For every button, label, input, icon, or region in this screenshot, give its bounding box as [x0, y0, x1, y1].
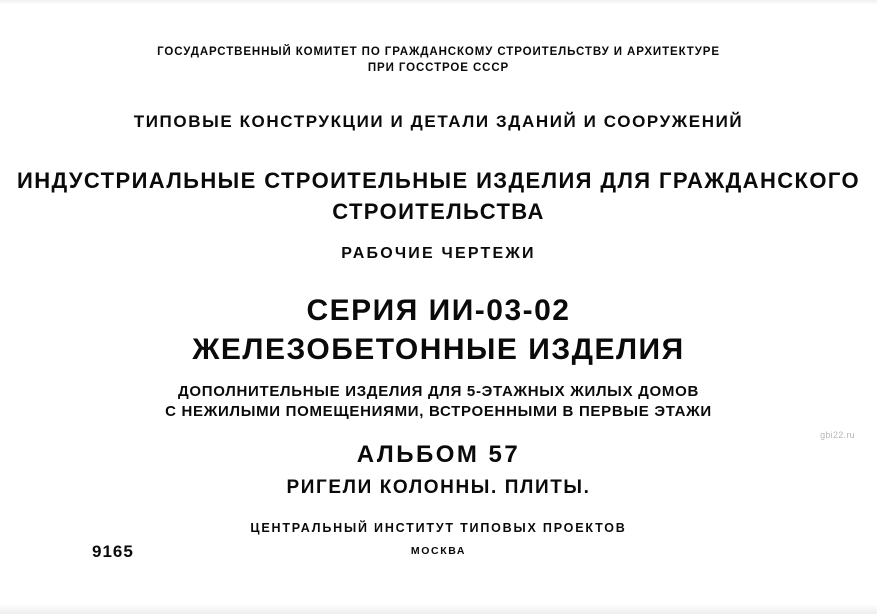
series-kind-heading: ТИПОВЫЕ КОНСТРУКЦИИ И ДЕТАЛИ ЗДАНИЙ И СООРУЖЕНИЙ [133, 112, 744, 131]
document-number: 9165 [92, 542, 134, 561]
series-number-heading: СЕРИЯ ИИ-03-02 [306, 294, 571, 327]
product-type-heading: ЖЕЛЕЗОБЕТОННЫЕ ИЗДЕЛИЯ [192, 333, 685, 366]
main-title-line-2: СТРОИТЕЛЬСТВА [332, 199, 545, 224]
page-bottom-edge-shade [0, 604, 877, 614]
main-title-line-1: ИНДУСТРИАЛЬНЫЕ СТРОИТЕЛЬНЫЕ ИЗДЕЛИЯ ДЛЯ ГРАЖДАНСКОГО [17, 168, 860, 193]
working-drawings-label: РАБОЧИЕ ЧЕРТЕЖИ [341, 245, 536, 262]
watermark-label: gbi22.ru [820, 430, 855, 440]
subtitle-line-1: ДОПОЛНИТЕЛЬНЫЕ ИЗДЕЛИЯ ДЛЯ 5-ЭТАЖНЫХ ЖИЛЫХ ДОМОВ [178, 383, 699, 400]
page-top-edge-shade [0, 0, 877, 5]
institute-line: ЦЕНТРАЛЬНЫЙ ИНСТИТУТ ТИПОВЫХ ПРОЕКТОВ [250, 521, 627, 535]
album-heading: АЛЬБОМ 57 [356, 441, 521, 468]
subtitle-line-2: С НЕЖИЛЫМИ ПОМЕЩЕНИЯМИ, ВСТРОЕННЫМИ В ПЕРВЫЕ ЭТАЖИ [165, 403, 712, 420]
city-line: МОСКВА [410, 545, 467, 557]
agency-line-2: ПРИ ГОССТРОЕ СССР [367, 62, 510, 74]
album-contents-line: РИГЕЛИ КОЛОННЫ. ПЛИТЫ. [286, 477, 591, 498]
agency-line-1: ГОСУДАРСТВЕННЫЙ КОМИТЕТ ПО ГРАЖДАНСКОМУ СТРОИТЕЛЬСТВУ И АРХИТЕКТУРЕ [157, 46, 720, 58]
